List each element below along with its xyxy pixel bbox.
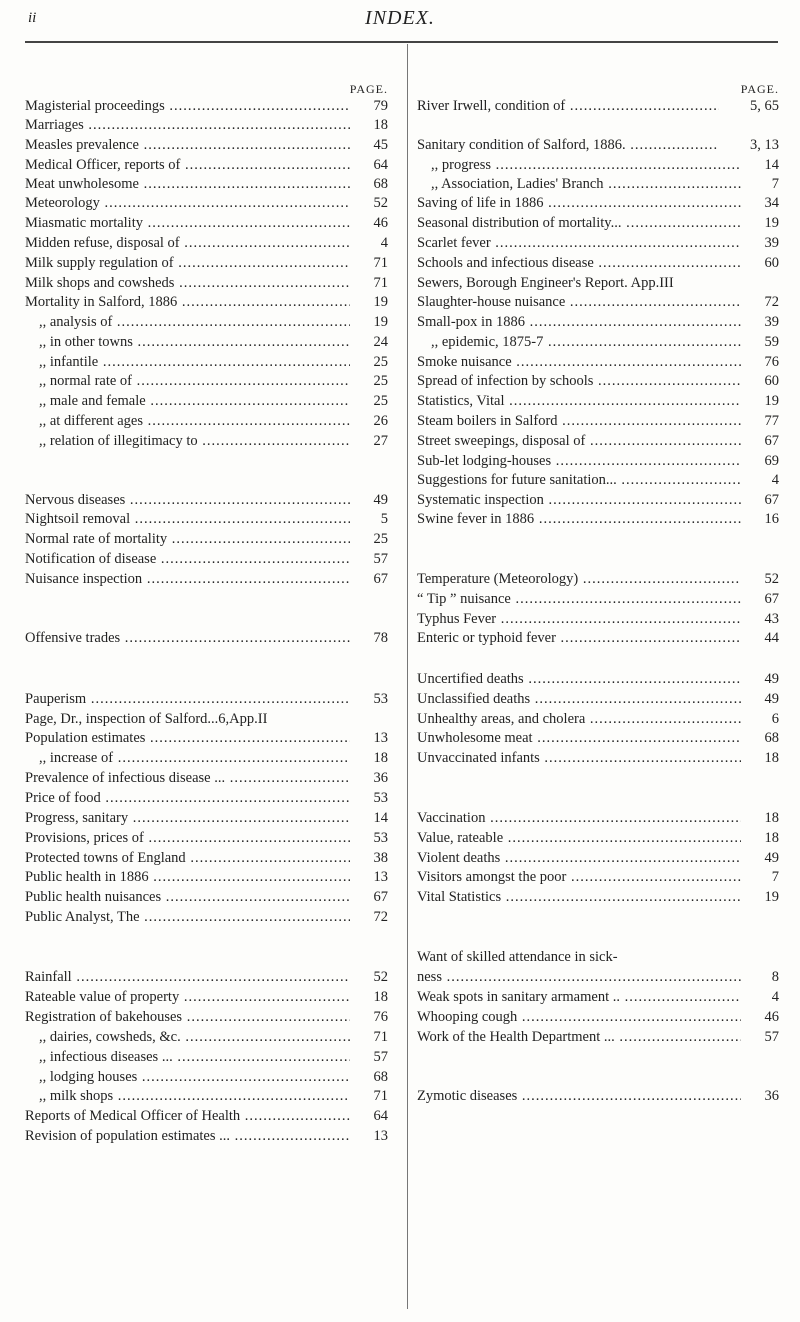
entry-page: 18 (764, 830, 779, 846)
index-entry (417, 509, 779, 529)
index-entry (25, 490, 388, 510)
index-entry (417, 451, 779, 471)
entry-label: Sewers, Borough Engineer's Report. App.III (417, 275, 674, 291)
entry-page: 24 (373, 334, 388, 350)
entry-label: ,, in other towns ..... (25, 332, 350, 352)
entry-page: 8 (771, 969, 779, 985)
entry-label: Notification of disease ..... (25, 549, 350, 569)
entry-page: 4 (771, 472, 779, 488)
index-entry (25, 371, 388, 391)
entry-label: Prevalence of infectious disease ... ..... (25, 768, 350, 788)
index-entry (25, 352, 388, 372)
entry-page: 19 (373, 314, 388, 330)
entry-page: 76 (373, 1009, 388, 1025)
entry-label: Value, rateable ..... (417, 828, 741, 848)
entry-label: Zymotic diseases ..... (417, 1086, 741, 1106)
index-entry (25, 808, 388, 828)
entry-page: 5 (380, 511, 388, 527)
entry-page: 46 (373, 215, 388, 231)
entry-page: 71 (373, 1029, 388, 1045)
entry-label: Swine fever in 1886 ..... (417, 509, 741, 529)
entry-label: Whooping cough ..... (417, 1007, 741, 1027)
entry-label: Street sweepings, disposal of ..... (417, 431, 741, 451)
entry-label: ,, progress ..... (417, 155, 741, 175)
entry-page: 39 (764, 235, 779, 251)
entry-page: 36 (764, 1088, 779, 1104)
entry-label: Nuisance inspection ..... (25, 569, 350, 589)
entry-page: 78 (373, 630, 388, 646)
entry-page: 60 (764, 255, 779, 271)
index-entry (417, 135, 779, 155)
entry-page: 36 (373, 770, 388, 786)
index-entry (417, 233, 779, 253)
entry-page: 53 (373, 790, 388, 806)
index-entry (25, 549, 388, 569)
page-number: ii (28, 10, 37, 26)
entry-label: Sub-let lodging-houses ..... (417, 451, 741, 471)
entry-page: 25 (373, 354, 388, 370)
index-entry (25, 96, 388, 116)
entry-label: ,, milk shops ..... (25, 1086, 350, 1106)
entry-page: 52 (373, 195, 388, 211)
entry-page: 68 (373, 176, 388, 192)
entry-page: 72 (764, 294, 779, 310)
entry-label: Saving of life in 1886 ..... (417, 193, 741, 213)
entry-page: 19 (764, 215, 779, 231)
entry-label: Population estimates ..... (25, 728, 350, 748)
entry-page: 49 (764, 850, 779, 866)
entry-page: 60 (764, 373, 779, 389)
index-entry (25, 233, 388, 253)
entry-label: Normal rate of mortality ..... (25, 529, 350, 549)
index-entry (25, 1086, 388, 1106)
index-entry (417, 96, 779, 116)
entry-label: River Irwell, condition of ..... (417, 96, 719, 116)
index-entry (417, 709, 779, 729)
index-entry (25, 431, 388, 451)
index-entry (417, 569, 779, 589)
entry-page: 67 (373, 889, 388, 905)
entry-page: 77 (764, 413, 779, 429)
entry-label: Milk supply regulation of ..... (25, 253, 350, 273)
index-entry (417, 828, 779, 848)
index-entry (417, 391, 779, 411)
entry-page: 67 (764, 591, 779, 607)
entry-page: 25 (373, 373, 388, 389)
entry-page: 44 (764, 630, 779, 646)
entry-label: Price of food ..... (25, 788, 350, 808)
entry-label: Protected towns of England ..... (25, 848, 350, 868)
index-entry (417, 490, 779, 510)
entry-label: Unwholesome meat ..... (417, 728, 741, 748)
entry-page: 18 (373, 750, 388, 766)
entry-page: 64 (373, 157, 388, 173)
entry-label: Nightsoil removal ..... (25, 509, 350, 529)
entry-page: 27 (373, 433, 388, 449)
index-entry (417, 155, 779, 175)
entry-page: 67 (764, 433, 779, 449)
index-entry (25, 115, 388, 135)
index-entry (25, 292, 388, 312)
entry-label: Marriages ..... (25, 115, 350, 135)
entry-page: 71 (373, 275, 388, 291)
entry-page: 72 (373, 909, 388, 925)
entry-page: 14 (764, 157, 779, 173)
index-entry (25, 509, 388, 529)
entry-label: Rainfall ..... (25, 967, 350, 987)
right-page-header: PAGE. (740, 82, 779, 96)
index-entry (25, 1067, 388, 1087)
entry-label: Rateable value of property ..... (25, 987, 350, 1007)
entry-page: 79 (373, 98, 388, 114)
index-entry (25, 788, 388, 808)
entry-page: 7 (771, 176, 779, 192)
entry-page: 71 (373, 255, 388, 271)
index-entry (25, 1106, 388, 1126)
entry-page: 57 (764, 1029, 779, 1045)
entry-page: 49 (764, 671, 779, 687)
entry-page: 19 (764, 889, 779, 905)
index-entry (417, 312, 779, 332)
entry-page: 67 (764, 492, 779, 508)
index-entry (25, 174, 388, 194)
index-entry (25, 273, 388, 293)
entry-page: 3, 13 (750, 137, 779, 153)
index-entry (417, 371, 779, 391)
header-rule (25, 41, 778, 43)
entry-label: Pauperism ..... (25, 689, 350, 709)
index-entry (25, 768, 388, 788)
entry-label: Smoke nuisance ..... (417, 352, 741, 372)
index-entry (25, 848, 388, 868)
index-entry (417, 867, 779, 887)
entry-label: Medical Officer, reports of ..... (25, 155, 350, 175)
entry-page: 59 (764, 334, 779, 350)
entry-label: ,, dairies, cowsheds, &c. ..... (25, 1027, 350, 1047)
index-entry (25, 332, 388, 352)
index-entry (25, 748, 388, 768)
entry-label: Revision of population estimates ... ..... (25, 1126, 350, 1146)
index-entry (417, 253, 779, 273)
entry-label: Page, Dr., inspection of Salford...6,App.II (25, 711, 268, 727)
entry-page: 5, 65 (750, 98, 779, 114)
entry-page: 18 (373, 117, 388, 133)
index-entry (25, 867, 388, 887)
entry-page: 4 (771, 989, 779, 1005)
index-entry (25, 628, 388, 648)
index-entry (417, 431, 779, 451)
index-entry (417, 193, 779, 213)
entry-label: Steam boilers in Salford ..... (417, 411, 741, 431)
entry-page: 67 (373, 571, 388, 587)
index-entry (417, 1027, 779, 1047)
index-entry (417, 628, 779, 648)
entry-label: Vaccination ..... (417, 808, 741, 828)
entry-page: 25 (373, 531, 388, 547)
index-entry (417, 887, 779, 907)
entry-label: Measles prevalence ..... (25, 135, 350, 155)
index-entry (417, 967, 779, 987)
entry-page: 52 (764, 571, 779, 587)
entry-page: 68 (373, 1069, 388, 1085)
entry-label: ,, relation of illegitimacy to ..... (25, 431, 350, 451)
index-entry (25, 728, 388, 748)
entry-label: Provisions, prices of ..... (25, 828, 350, 848)
index-entry (417, 1086, 779, 1106)
index-entry (417, 987, 779, 1007)
entry-page: 18 (373, 989, 388, 1005)
entry-page: 49 (764, 691, 779, 707)
index-entry (25, 689, 388, 709)
entry-page: 25 (373, 393, 388, 409)
entry-page: 13 (373, 1128, 388, 1144)
entry-page: 19 (373, 294, 388, 310)
entry-page: 16 (764, 511, 779, 527)
index-entry (25, 907, 388, 927)
index-entry (25, 193, 388, 213)
index-entry (25, 213, 388, 233)
index-entry (417, 589, 779, 609)
entry-page: 69 (764, 453, 779, 469)
entry-label: Sanitary condition of Salford, 1886. ..... (417, 135, 719, 155)
entry-label: Mortality in Salford, 1886 ..... (25, 292, 350, 312)
entry-label: ,, infectious diseases ... ..... (25, 1047, 350, 1067)
index-entry (417, 273, 779, 293)
entry-label: Statistics, Vital ..... (417, 391, 741, 411)
entry-page: 39 (764, 314, 779, 330)
entry-label: Uncertified deaths ..... (417, 669, 741, 689)
entry-label: Enteric or typhoid fever ..... (417, 628, 741, 648)
index-entry (25, 569, 388, 589)
entry-label: ,, epidemic, 1875-7 ..... (417, 332, 741, 352)
entry-label: ness ..... (417, 967, 741, 987)
entry-label: Work of the Health Department ... ..... (417, 1027, 741, 1047)
entry-label: Nervous diseases ..... (25, 490, 350, 510)
entry-page: 6 (771, 711, 779, 727)
entry-page: 38 (373, 850, 388, 866)
entry-label: Registration of bakehouses ..... (25, 1007, 350, 1027)
entry-label: Scarlet fever ..... (417, 233, 741, 253)
index-entry (25, 1007, 388, 1027)
entry-label: Small-pox in 1886 ..... (417, 312, 741, 332)
left-page-header: PAGE. (349, 82, 388, 96)
entry-label: Slaughter-house nuisance ..... (417, 292, 741, 312)
entry-page: 4 (380, 235, 388, 251)
entry-page: 7 (771, 869, 779, 885)
entry-page: 18 (764, 750, 779, 766)
entry-label: Meteorology ..... (25, 193, 350, 213)
entry-label: Midden refuse, disposal of ..... (25, 233, 350, 253)
entry-label: Unclassified deaths ..... (417, 689, 741, 709)
entry-label: Spread of infection by schools ..... (417, 371, 741, 391)
entry-label: Visitors amongst the poor ..... (417, 867, 741, 887)
index-entry (417, 689, 779, 709)
entry-page: 76 (764, 354, 779, 370)
entry-page: 34 (764, 195, 779, 211)
index-entry (417, 848, 779, 868)
entry-label: ,, infantile ..... (25, 352, 350, 372)
index-entry (417, 470, 779, 490)
entry-page: 46 (764, 1009, 779, 1025)
entry-label: Violent deaths ..... (417, 848, 741, 868)
entry-label: Weak spots in sanitary armament .. ..... (417, 987, 741, 1007)
entry-label: ,, male and female ..... (25, 391, 350, 411)
entry-label: “ Tip ” nuisance ..... (417, 589, 741, 609)
entry-page: 43 (764, 611, 779, 627)
entry-page: 18 (764, 810, 779, 826)
index-entry (417, 808, 779, 828)
entry-label: Progress, sanitary ..... (25, 808, 350, 828)
index-entry (417, 411, 779, 431)
entry-page: 64 (373, 1108, 388, 1124)
index-entry (417, 352, 779, 372)
entry-label: ,, at different ages ..... (25, 411, 350, 431)
entry-page: 49 (373, 492, 388, 508)
entry-page: 19 (764, 393, 779, 409)
index-entry (417, 292, 779, 312)
entry-page: 14 (373, 810, 388, 826)
index-entry (25, 1047, 388, 1067)
index-entry (25, 1027, 388, 1047)
entry-label: Unvaccinated infants ..... (417, 748, 741, 768)
page-title: INDEX. (365, 7, 435, 29)
entry-label: Public health in 1886 ..... (25, 867, 350, 887)
index-entry (25, 155, 388, 175)
entry-page: 57 (373, 1049, 388, 1065)
entry-page: 53 (373, 830, 388, 846)
entry-label: Schools and infectious disease ..... (417, 253, 741, 273)
entry-page: 45 (373, 137, 388, 153)
index-entry (25, 887, 388, 907)
entry-label: Suggestions for future sanitation... ..... (417, 470, 741, 490)
index-entry (25, 411, 388, 431)
index-entry (25, 987, 388, 1007)
entry-page: 68 (764, 730, 779, 746)
index-entry (417, 1007, 779, 1027)
index-entry (417, 174, 779, 194)
index-entry (417, 332, 779, 352)
entry-page: 13 (373, 730, 388, 746)
index-entry (25, 135, 388, 155)
entry-label: Want of skilled attendance in sick- (417, 949, 618, 965)
index-entry (25, 709, 388, 729)
index-entry (25, 529, 388, 549)
entry-label: Miasmatic mortality ..... (25, 213, 350, 233)
entry-page: 13 (373, 869, 388, 885)
index-entry (417, 748, 779, 768)
index-entry (25, 253, 388, 273)
index-entry (25, 1126, 388, 1146)
entry-label: ,, increase of ..... (25, 748, 350, 768)
entry-label: ,, Association, Ladies' Branch ..... (417, 174, 741, 194)
entry-label: Unhealthy areas, and cholera ..... (417, 709, 741, 729)
entry-label: Meat unwholesome ..... (25, 174, 350, 194)
entry-label: Systematic inspection ..... (417, 490, 741, 510)
entry-label: ,, analysis of ..... (25, 312, 350, 332)
entry-label: Milk shops and cowsheds ..... (25, 273, 350, 293)
entry-label: Offensive trades ..... (25, 628, 350, 648)
entry-label: Public health nuisances ..... (25, 887, 350, 907)
index-entry (417, 669, 779, 689)
entry-label: Magisterial proceedings ..... (25, 96, 350, 116)
index-entry (417, 609, 779, 629)
entry-label: Temperature (Meteorology) ..... (417, 569, 741, 589)
index-entry (25, 828, 388, 848)
entry-page: 26 (373, 413, 388, 429)
entry-page: 52 (373, 969, 388, 985)
entry-page: 53 (373, 691, 388, 707)
column-divider (407, 44, 408, 1309)
entry-label: Vital Statistics ..... (417, 887, 741, 907)
entry-label: Reports of Medical Officer of Health ..... (25, 1106, 350, 1126)
entry-label: ,, normal rate of ..... (25, 371, 350, 391)
entry-label: ,, lodging houses ..... (25, 1067, 350, 1087)
entry-label: Seasonal distribution of mortality... ..... (417, 213, 741, 233)
index-entry (417, 728, 779, 748)
index-entry (25, 967, 388, 987)
entry-label: Typhus Fever ..... (417, 609, 741, 629)
index-entry (417, 947, 779, 967)
index-entry (417, 213, 779, 233)
index-entry (25, 391, 388, 411)
entry-page: 71 (373, 1088, 388, 1104)
entry-label: Public Analyst, The ..... (25, 907, 350, 927)
entry-page: 57 (373, 551, 388, 567)
index-entry (25, 312, 388, 332)
